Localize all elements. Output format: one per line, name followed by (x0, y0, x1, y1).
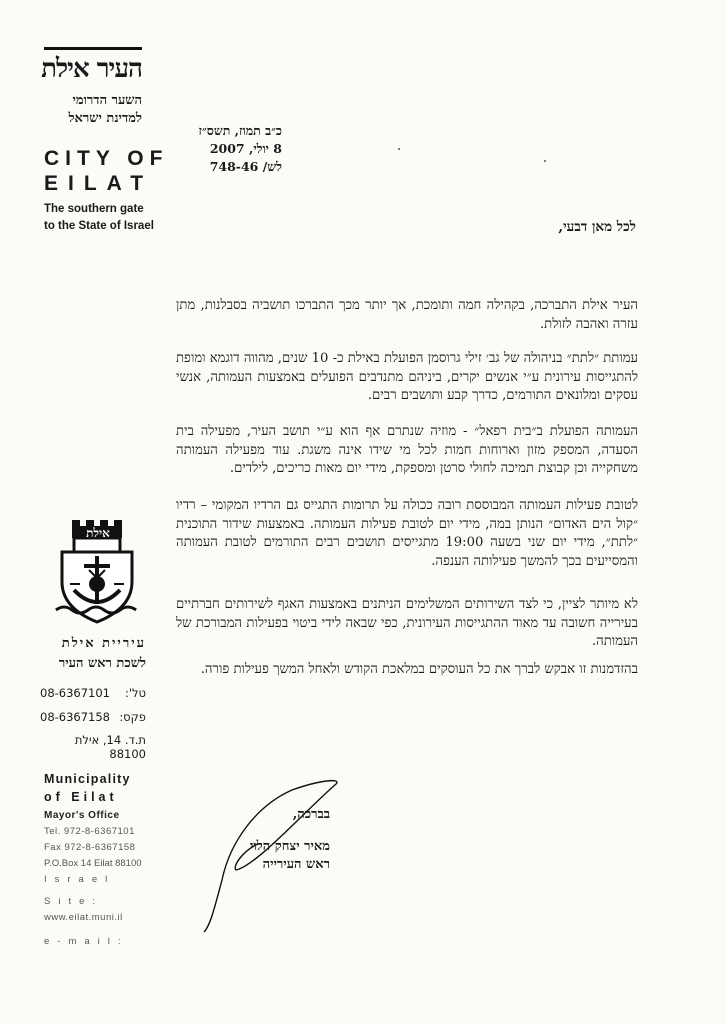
emblem-label: אילת (86, 526, 110, 540)
english-municipality: Municipality (44, 772, 131, 786)
speck (544, 160, 546, 162)
paragraph-1: העיר אילת התברכה, בקהילה חמה ותומכת, אך יותר מכך התברכו תושביה בסבלנות, מתן עזרה ואהבה לזולת. (176, 298, 638, 332)
paragraph-5: לא מיותר לציין, כי לצד השירותים המשלימים הניתנים באמצעות האגף לשירותים חברתיים בעירייה חשובה עד מאוד ההתגייסות העירונית, כפי שבאה לידי ביטוי בפעילות המבורכת של העמותה. (176, 597, 638, 649)
english-subtitle-1: The southern gate (44, 203, 144, 215)
gregorian-date: 8 יולי, 2007 (209, 141, 282, 156)
signatory-name: מאיר יצחק הלוי (249, 839, 330, 854)
tel-label: טל': (124, 686, 146, 700)
fax-value: 08-6367158 (40, 710, 110, 724)
reference-number: לש/ 748-46 (209, 159, 282, 174)
paragraph-4: לטובת פעילות העמותה המבוססת רובה ככולה על תרומות התגייס גם הרדיו המקומי – רדיו ״קול הים האדום״ הנותן במה, מידי יום לטובת פעילות העמותה. באמצעות שידור התוכנית ״לתת״, מידי יום שני בשעה 19:00 מתגייסים תושבים רבים התורמים לטובת העמותה והמסייעים בכך להמשך פעילותה הענפה. (176, 498, 638, 569)
hebrew-city-name: העיר אילת (41, 54, 142, 84)
pobox-hebrew: ת.ד. 14, אילת 88100 (74, 733, 146, 761)
hebrew-municipality: עיריית אילת (61, 636, 146, 651)
english-tel: Tel. 972-8-6367101 (44, 826, 135, 837)
english-city-line-2: EILAT (44, 172, 154, 195)
paragraph-2: עמותת ״לתת״ בניהולה של גב׳ זילי גרוסמן הפועלת באילת כ- 10 שנים, מהווה דוגמא ומופת להתגייסות עירונית ע״י אנשים יקרים, ביניהם מתנדבים הפועלים באמצעות העמותה, אנשי עסקים ומלונאים התורמים, כדרך קבע ותושבים רבים. (176, 351, 638, 403)
signatory-title: ראש העירייה (262, 857, 330, 872)
tel-value: 08-6367101 (40, 686, 110, 700)
fax-row (40, 710, 146, 724)
tel-row (40, 686, 146, 700)
handwritten-signature (196, 770, 346, 940)
eilat-emblem (44, 512, 148, 624)
english-israel: Israel (44, 874, 116, 885)
hebrew-subtitle-2: למדינת ישראל (68, 111, 142, 126)
english-pobox: P.O.Box 14 Eilat 88100 (44, 858, 142, 869)
paragraph-6: בהזדמנות זו אבקש לברך את כל העוסקים במלאכת הקודש ולאחל המשך פעילות פורה. (200, 662, 638, 677)
english-website: www.eilat.muni.il (44, 912, 123, 923)
english-subtitle-2: to the State of Israel (44, 220, 154, 232)
paragraph-3: העמותה הפועלת ב״בית רפאל״ - מוזיה שנתרם אף הוא ע״י תושב העיר, מפעילה בית הסעדה, המספק מזון וארוחות חמות לכל מי שידו אינה משגת. עוד מפעילה העמותה משחקייה וכן קבוצת תמיכה לחולי סרטן ומספקת, מידי יום מאות כריכים, לילדים. (176, 424, 638, 476)
hebrew-date: כ״ב תמוז, תשס״ז (198, 123, 282, 138)
salutation: לכל מאן דבעי, (558, 219, 636, 235)
english-email-label: e-mail: (44, 936, 129, 947)
fax-label: פקס: (119, 710, 146, 724)
hebrew-mayor-office: לשכת ראש העיר (58, 656, 146, 671)
header-rule (44, 47, 142, 50)
signature-closing: בברכה, (292, 807, 330, 822)
english-of-eilat: of Eilat (44, 790, 118, 804)
english-fax: Fax 972-8-6367158 (44, 842, 136, 853)
speck (398, 148, 400, 150)
english-mayor-office: Mayor's Office (44, 810, 120, 821)
english-city-line-1: CITY OF (44, 147, 169, 170)
hebrew-subtitle-1: השער הדרומי (72, 93, 142, 108)
english-site-label: Site: (44, 896, 104, 907)
